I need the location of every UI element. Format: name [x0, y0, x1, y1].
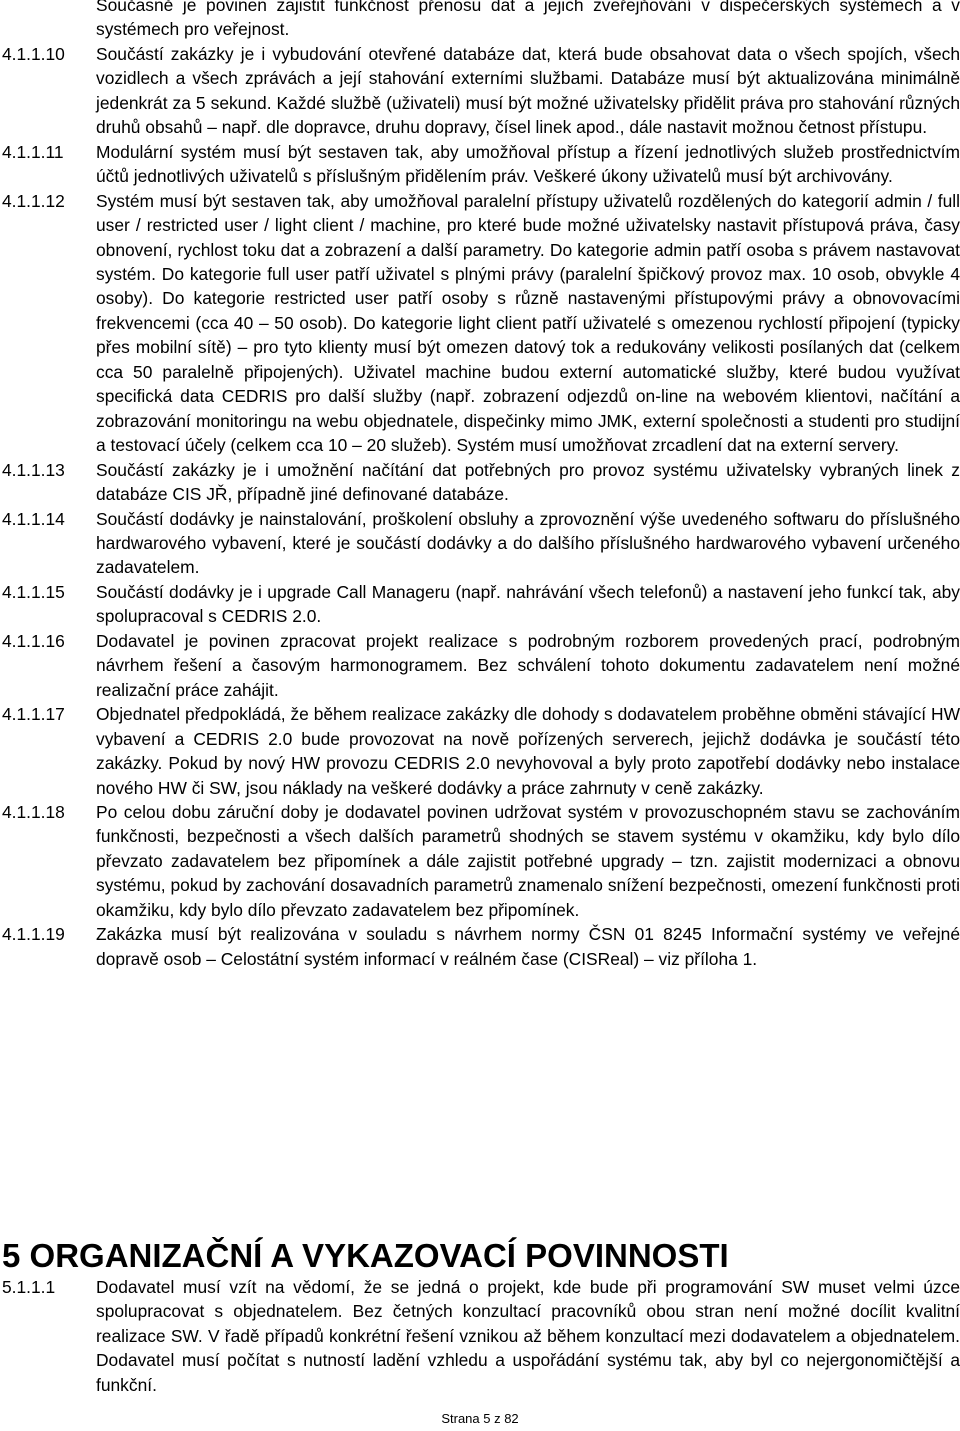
item-text: Součástí dodávky je i upgrade Call Manageru (např. nahrávání všech telefonů) a nastavení jeho funkcí tak, aby spolupracoval s CEDRIS 2.0.: [96, 581, 960, 627]
item-text: Objednatel předpokládá, že během realizace zakázky dle dohody s dodavatelem proběhne obměni stávající HW vybavení a CEDRIS 2.0 bude provozovat na nově pořízených serverech, jejichž dodávka je součástí této zakázky. Pokud by nový HW provozu CEDRIS 2.0 nevyhovoval a byly proto zapotřebí dodávky nebo instalace nového HW či SW, jsou náklady na veškeré dodávky a práce zahrnuty v ceně zakázky.: [96, 704, 960, 798]
item-text: Součástí zakázky je i umožnění načítání dat potřebných pro provoz systému uživatelsky vybraných linek z databáze CIS JŘ, případně jiné definované databáze.: [96, 459, 960, 505]
item-number: 4.1.1.16: [2, 630, 65, 651]
section-list: [0, 1275, 960, 1397]
list-item: [0, 42, 960, 140]
item-number: 4.1.1.12: [2, 190, 65, 211]
section-heading: 5 ORGANIZAČNÍ A VYKAZOVACÍ POVINNOSTI: [2, 1237, 729, 1274]
list-item: [0, 702, 960, 800]
item-text: Modulární systém musí být sestaven tak, aby umožňoval přístup a řízení jednotlivých služeb prostřednictvím účtů jednotlivých uživatelů s příslušným přidělením práv. Veškeré úkony uživatelů musí být archivovány.: [96, 141, 960, 187]
item-number: 4.1.1.17: [2, 704, 65, 725]
item-text: Součástí zakázky je i vybudování otevřené databáze dat, která bude obsahovat data o všech spojích, všech vozidlech a všech zprávách a její stahování externími službami. Databáze musí být aktualizována minimálně jedenkrát za 5 sekund. Každé službě (uživateli) musí být možné uživatelsky přidělit práva pro stahování různých druhů obsahů – např. dle dopravce, druhu dopravy, čísel linek apod., dále nastavit možnou četnost přístupu.: [96, 43, 960, 138]
list-item: [0, 1275, 960, 1397]
list-item: [0, 800, 960, 922]
list-item: [0, 458, 960, 507]
item-text: Po celou dobu záruční doby je dodavatel povinen udržovat systém v provozuschopném stavu se zachováním funkčnosti, bezpečnosti a všech dalších parametrů shodných se stavem systému v okamžiku, kdy bylo dílo převzato zadavatelem bez připomínek a dále zajistit potřebné upgrady – tzn. zajistit modernizaci a obnovu systému, pokud by zachování dosavadních parametrů znamenalo snížení bezpečnosti, omezení funkčnosti proti okamžiku, kdy bylo dílo převzato zadavatelem bez připomínek.: [96, 801, 960, 920]
item-number: 5.1.1.1: [2, 1277, 56, 1297]
list-item: [0, 0, 960, 42]
list-item: [0, 922, 960, 971]
item-text: Dodavatel musí vzít na vědomí, že se jedná o projekt, kde bude při programování SW muset velmi úzce spolupracovat s objednatelem. Bez četných konzultací pracovníků obou stran není možné docílit kvalitní realizace SW. V řadě případů konkrétní řešení vznikou až během konzultací mezi dodavatelem a objednatelem. Dodavatel musí počítat s nutností ladění vzhledu a uspořádání systému tak, aby byl co nejergonomičtější a funkční.: [96, 1277, 960, 1395]
item-number: 4.1.1.19: [2, 924, 65, 945]
item-number: 4.1.1.18: [2, 801, 65, 822]
list-item: [0, 580, 960, 629]
item-number: 4.1.1.11: [2, 141, 64, 162]
item-text: Systém musí být sestaven tak, aby umožňoval paralelní přístupy uživatelů rozdělených do kategorií admin / full user / restricted user / light client / machine, pro které bude možné uživatelsky nastavit přístupová práva, časy obnovení, rychlost toku dat a zobrazení a další parametry. Do kategorie admin patří osoba s právem nastavovat systém. Do kategorie full user patří uživatel s plnými právy (paralelní špičkový provoz max. 10 osob, obvykle 4 osoby). Do kategorie restricted user patří osoby s různě nastavenými přístupovými právy a obnovovacími frekvencemi (cca 40 – 50 osob). Do kategorie light client patří uživatelé s omezenou rychlostí připojení (typicky přes mobilní sítě) – pro tyto klienty musí být omezen datový tok a redukovány velikosti posílaných dat (celkem cca 50 paralelně připojených). Uživatel machine budou externí automatické služby, které budou využívat specifická data CEDRIS pro další služby (např. zobrazení odjezdů on-line na webovém klientovi, načítání a zobrazování monitoringu na webu objednatele, dispečinky mimo JMK, externí společnosti a studenti pro studijní a testovací účely (celkem cca 10 – 20 služeb). Systém musí umožňovat zrcadlení dat na externí servery.: [96, 190, 960, 456]
item-number: 4.1.1.14: [2, 508, 65, 529]
page-footer: Strana 5 z 82: [441, 1411, 519, 1426]
list-item: [0, 629, 960, 702]
item-text: Zakázka musí být realizována v souladu s návrhem normy ČSN 01 8245 Informační systémy ve veřejné dopravě osob – Celostátní systém informací v reálném čase (CISReal) – viz příloha 1.: [96, 924, 960, 969]
item-text: Dodavatel je povinen zpracovat projekt realizace s podrobným rozborem provedených prací, podrobným návrhem řešení a časovým harmonogramem. Bez schválení tohoto dokumentu zadavatelem není možné realizační práce zahájit.: [96, 630, 960, 700]
item-number: 4.1.1.13: [2, 459, 65, 480]
list-item: [0, 507, 960, 580]
list-item: [0, 140, 960, 189]
item-text: Součástí dodávky je nainstalování, proškolení obsluhy a zprovoznění výše uvedeného softwaru do příslušného hardwarového vybavení, které je součástí dodávky a do dalšího příslušného hardwarového vybavení určeného zadavatelem.: [96, 508, 960, 578]
item-number: 4.1.1.15: [2, 581, 65, 602]
item-text: Současně je povinen zajistit funkčnost přenosu dat a jejich zveřejňování v dispečerských systémech a v systémech pro veřejnost.: [96, 0, 960, 40]
list-item: [0, 189, 960, 458]
item-number: 4.1.1.10: [2, 43, 65, 64]
